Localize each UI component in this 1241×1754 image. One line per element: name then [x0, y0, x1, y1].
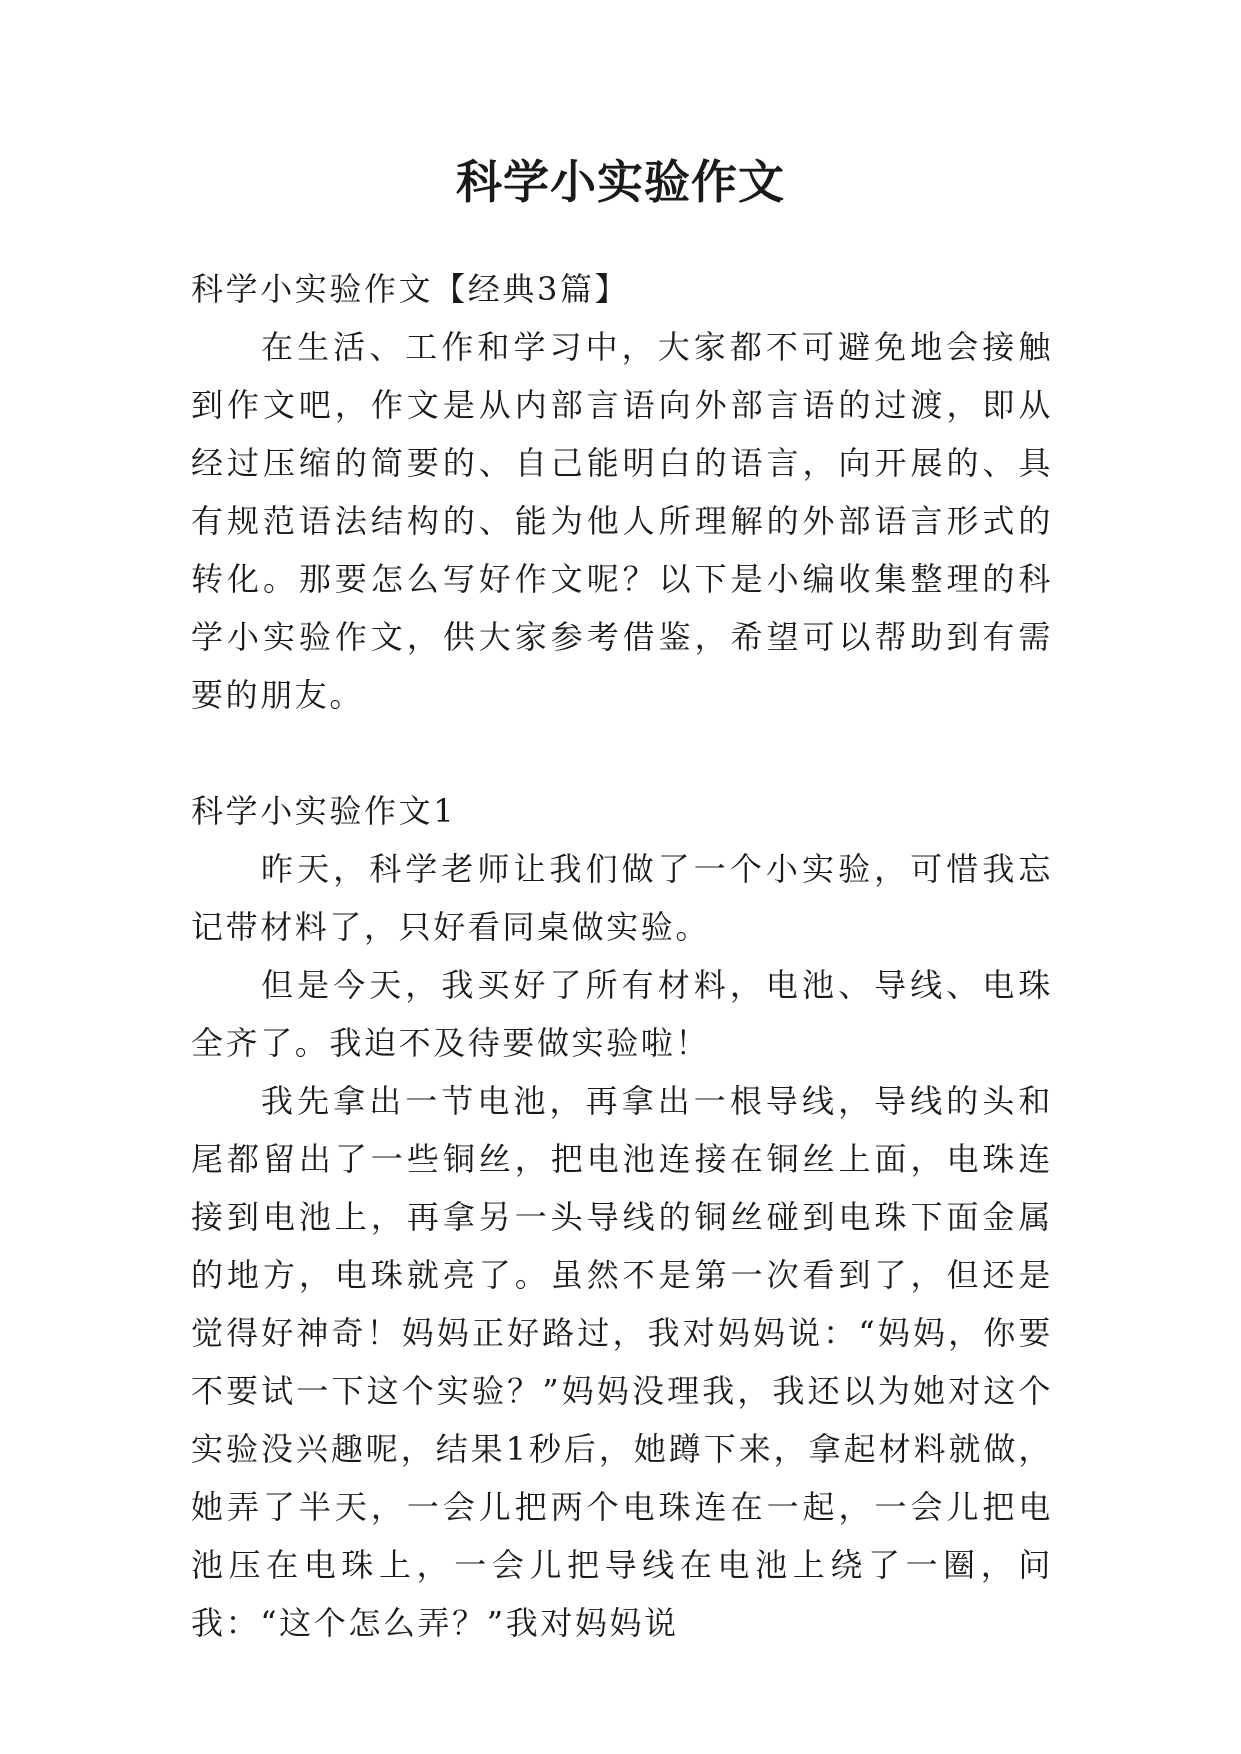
body-paragraph: 昨天，科学老师让我们做了一个小实验，可惜我忘记带材料了，只好看同桌做实验。	[191, 850, 1053, 946]
intro-paragraph: 在生活、工作和学习中，大家都不可避免地会接触到作文吧，作文是从内部言语向外部言语的过渡，即从经过压缩的简要的、自己能明白的语言，向开展的、具有规范语法结构的、能为他人所理解的外部语言形式的转化。那要怎么写好作文呢？以下是小编收集整理的科学小实验作文，供大家参考借鉴，希望可以帮助到有需要的朋友。	[191, 328, 1053, 714]
body-paragraph: 但是今天，我买好了所有材料，电池、导线、电珠全齐了。我迫不及待要做实验啦！	[191, 966, 1053, 1062]
body-paragraph: 我先拿出一节电池，再拿出一根导线，导线的头和尾都留出了一些铜丝，把电池连接在铜丝上面，电珠连接到电池上，再拿另一头导线的铜丝碰到电珠下面金属的地方，电珠就亮了。虽然不是第一次看到了，但还是觉得好神奇！妈妈正好路过，我对妈妈说：“妈妈，你要不要试一下这个实验？”妈妈没理我，我还以为她对这个实验没兴趣呢，结果1秒后，她蹲下来，拿起材料就做，她弄了半天，一会儿把两个电珠连在一起，一会儿把电池压在电珠上，一会儿把导线在电池上绕了一圈，问我：“这个怎么弄？”我对妈妈说	[191, 1082, 1053, 1642]
section-heading: 科学小实验作文1	[191, 792, 457, 830]
document-body	[191, 260, 1053, 1652]
section-spacer	[191, 724, 1053, 782]
document-title: 科学小实验作文	[456, 155, 785, 209]
document-subtitle: 科学小实验作文【经典3篇】	[191, 270, 630, 308]
